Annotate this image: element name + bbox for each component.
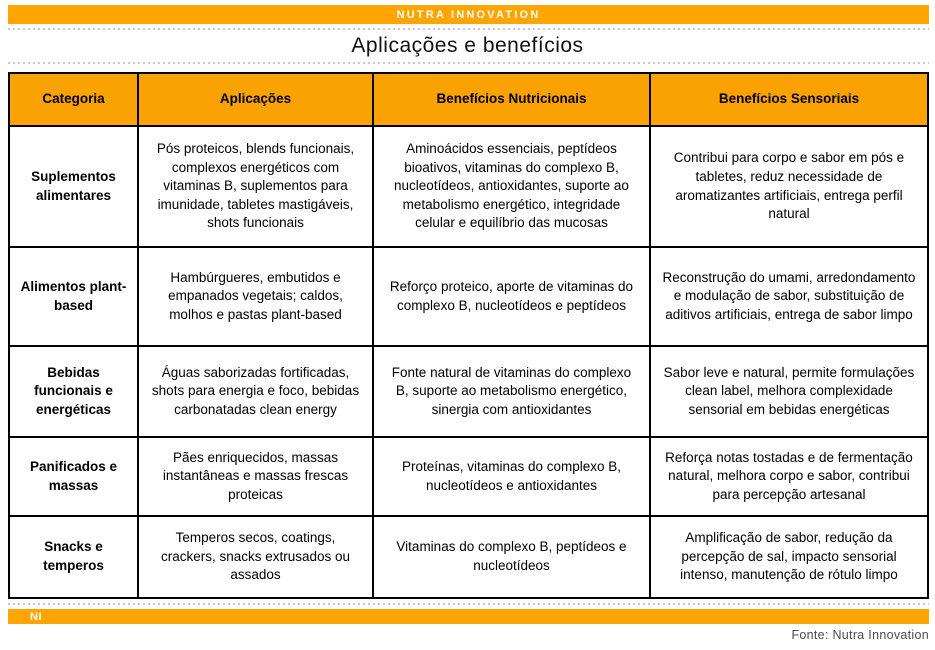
cell-category: Bebidas funcionais e energéticas bbox=[9, 346, 138, 437]
cell-category: Suplementos alimentares bbox=[9, 126, 138, 247]
separator-footer bbox=[8, 603, 929, 605]
cell-nutritional-benefits: Fonte natural de vitaminas do complexo B, suporte ao metabolismo energético, sinergia com antioxidantes bbox=[373, 346, 650, 437]
page-title: Aplicações e benefícios bbox=[351, 34, 584, 57]
header-beneficios-sensoriais: Benefícios Sensoriais bbox=[650, 73, 928, 126]
table-row bbox=[9, 126, 928, 247]
table-row bbox=[9, 437, 928, 516]
brand-top-bar bbox=[8, 5, 929, 24]
brand-footer-bar bbox=[8, 609, 929, 624]
cell-applications: Temperos secos, coatings, crackers, snacks extrusados ou assados bbox=[138, 516, 373, 598]
cell-sensory-benefits: Reforça notas tostadas e de fermentação natural, melhora corpo e sabor, contribui para percepção artesanal bbox=[650, 437, 928, 516]
cell-nutritional-benefits: Reforço proteico, aporte de vitaminas do complexo B, nucleotídeos e peptídeos bbox=[373, 247, 650, 346]
header-aplicacoes: Aplicações bbox=[138, 73, 373, 126]
separator-under-title bbox=[8, 62, 929, 64]
footer-logo: NI bbox=[30, 610, 42, 623]
cell-category: Alimentos plant-based bbox=[9, 247, 138, 346]
header-beneficios-nutricionais: Benefícios Nutricionais bbox=[373, 73, 650, 126]
brand-name: NUTRA INNOVATION bbox=[396, 8, 541, 21]
cell-applications: Pães enriquecidos, massas instantâneas e massas frescas proteicas bbox=[138, 437, 373, 516]
table-row bbox=[9, 516, 928, 598]
cell-sensory-benefits: Sabor leve e natural, permite formulações clean label, melhora complexidade sensorial em bebidas energéticas bbox=[650, 346, 928, 437]
cell-category: Panificados e massas bbox=[9, 437, 138, 516]
cell-nutritional-benefits: Aminoácidos essenciais, peptídeos bioativos, vitaminas do complexo B, nucleotídeos, antioxidantes, suporte ao metabolismo energético, integridade celular e equilíbrio das mucosas bbox=[373, 126, 650, 247]
table-header-row bbox=[9, 73, 928, 126]
cell-applications: Pós proteicos, blends funcionais, complexos energéticos com vitaminas B, suplementos para imunidade, tabletes mastigáveis, shots funcionais bbox=[138, 126, 373, 247]
cell-nutritional-benefits: Vitaminas do complexo B, peptídeos e nucleotídeos bbox=[373, 516, 650, 598]
source-note: Fonte: Nutra Innovation bbox=[791, 628, 929, 642]
benefits-table bbox=[8, 72, 929, 599]
cell-sensory-benefits: Amplificação de sabor, redução da percepção de sal, impacto sensorial intenso, manutenção de rótulo limpo bbox=[650, 516, 928, 598]
header-categoria: Categoria bbox=[9, 73, 138, 126]
cell-applications: Hambúrgueres, embutidos e empanados vegetais; caldos, molhos e pastas plant-based bbox=[138, 247, 373, 346]
cell-nutritional-benefits: Proteínas, vitaminas do complexo B, nucleotídeos e antioxidantes bbox=[373, 437, 650, 516]
cell-category: Snacks e temperos bbox=[9, 516, 138, 598]
cell-applications: Águas saborizadas fortificadas, shots para energia e foco, bebidas carbonatadas clean energy bbox=[138, 346, 373, 437]
table-row bbox=[9, 346, 928, 437]
cell-sensory-benefits: Reconstrução do umami, arredondamento e modulação de sabor, substituição de aditivos artificiais, entrega de sabor limpo bbox=[650, 247, 928, 346]
table-row bbox=[9, 247, 928, 346]
cell-sensory-benefits: Contribui para corpo e sabor em pós e tabletes, reduz necessidade de aromatizantes artificiais, entrega perfil natural bbox=[650, 126, 928, 247]
